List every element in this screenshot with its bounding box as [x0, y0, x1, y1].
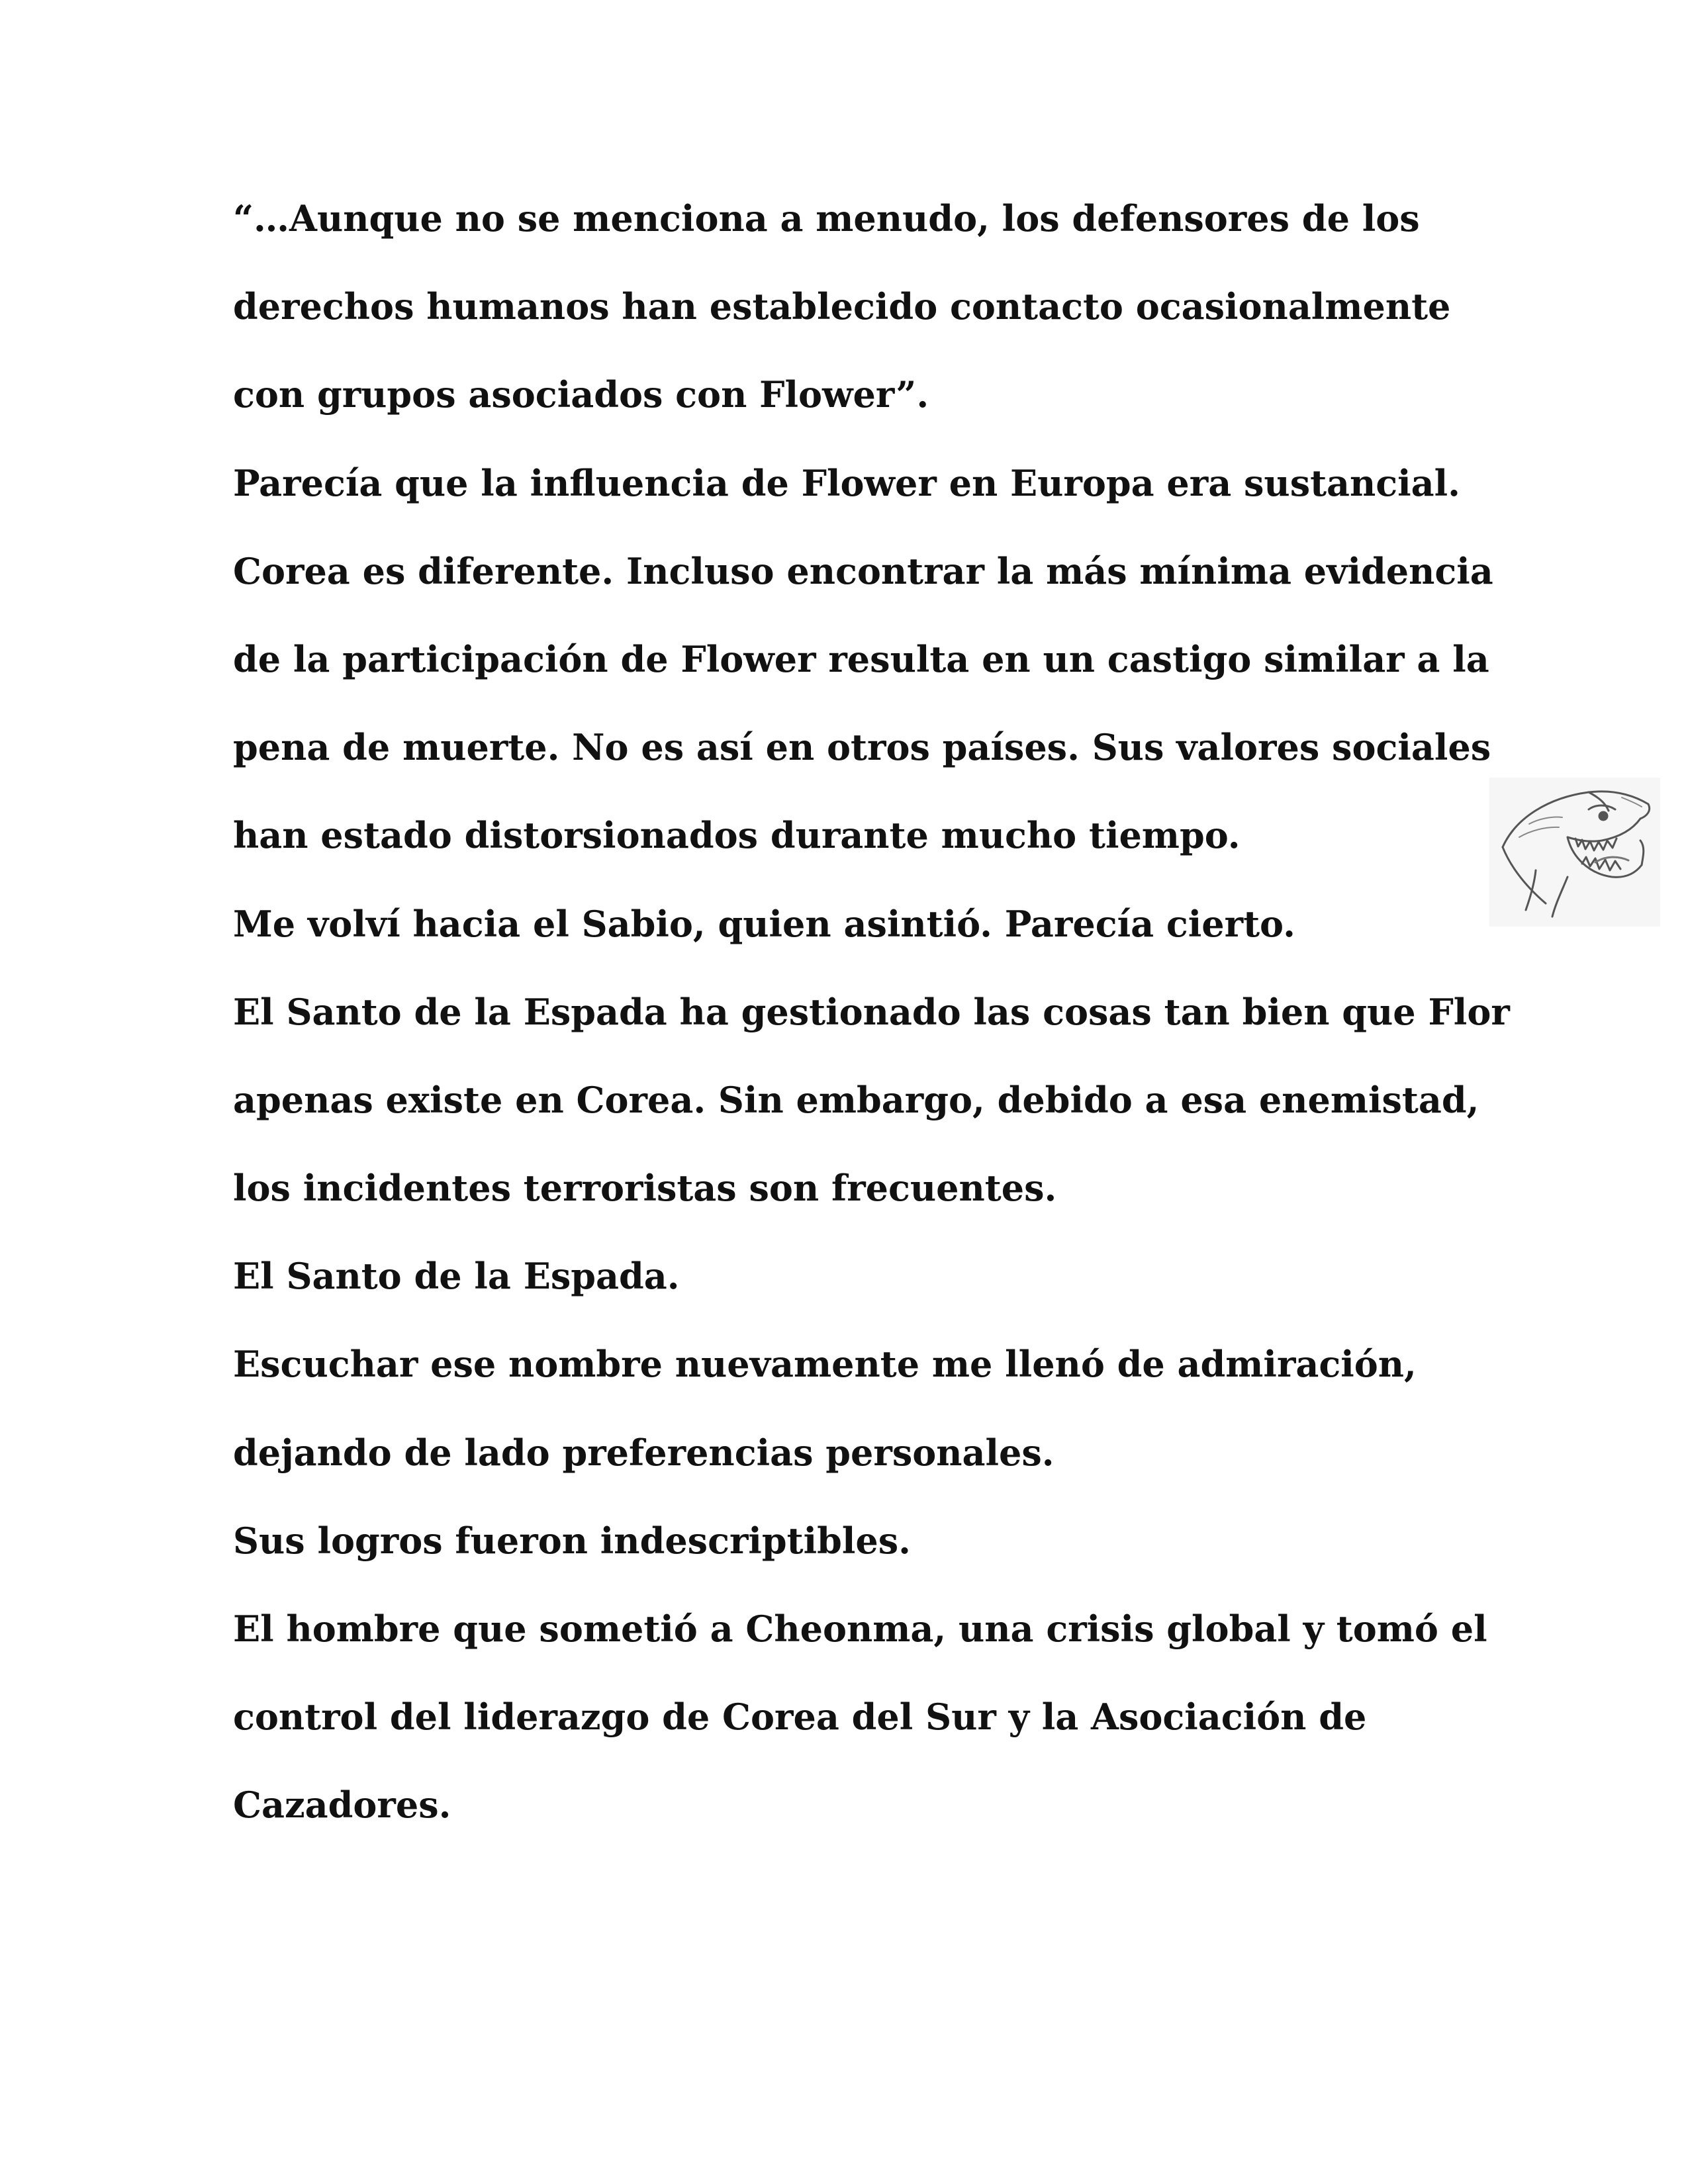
text-line: El hombre que sometió a Cheonma, una crisis global y tomó el: [233, 1608, 1487, 1650]
text-line: Corea es diferente. Incluso encontrar la más mínima evidencia: [233, 549, 1493, 592]
text-line: los incidentes terroristas son frecuentes.: [233, 1167, 1057, 1210]
text-line: Me volví hacia el Sabio, quien asintió. Parecía cierto.: [233, 902, 1295, 945]
text-line: dejando de lado preferencias personales.: [233, 1431, 1055, 1474]
text-line: apenas existe en Corea. Sin embargo, debido a esa enemistad,: [233, 1078, 1479, 1121]
text-line: con grupos asociados con Flower”.: [233, 373, 929, 416]
text-line: “…Aunque no se menciona a menudo, los defensores de los: [233, 197, 1420, 240]
text-line: han estado distorsionados durante mucho tiempo.: [233, 814, 1241, 857]
text-line: de la participación de Flower resulta en un castigo similar a la: [233, 637, 1489, 680]
text-line: derechos humanos han establecido contacto ocasionalmente: [233, 285, 1451, 328]
text-line: Escuchar ese nombre nuevamente me llenó de admiración,: [233, 1343, 1417, 1386]
text-line: Cazadores.: [233, 1784, 451, 1827]
text-line: control del liderazgo de Corea del Sur y la Asociación de: [233, 1696, 1367, 1739]
text-line: Sus logros fueron indescriptibles.: [233, 1519, 911, 1562]
body-text: [233, 185, 1530, 1860]
text-line: El Santo de la Espada.: [233, 1255, 680, 1298]
dinosaur-head-icon: [1489, 778, 1660, 927]
text-line: pena de muerte. No es así en otros países. Sus valores sociales: [233, 726, 1491, 769]
text-line: El Santo de la Espada ha gestionado las cosas tan bien que Flor: [233, 990, 1510, 1033]
text-line: Parecía que la influencia de Flower en Europa era sustancial.: [233, 461, 1460, 504]
